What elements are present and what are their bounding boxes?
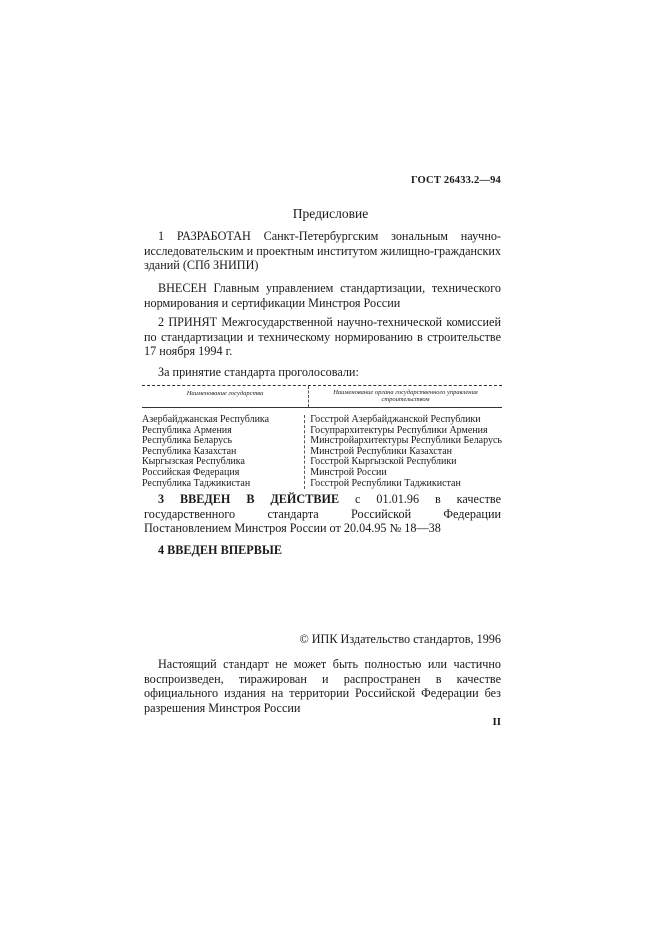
table-column-authorities	[305, 415, 502, 489]
table-cell-state: Азербайджанская Республика	[142, 414, 270, 425]
reproduction-notice-text: Настоящий стандарт не может быть полностью или частично воспроизведен, тиражирован и распространен в качестве официального издания на территории Российской Федерации без разрешения Минстроя России	[144, 657, 501, 715]
section-adopted-lead: 2 ПРИНЯТ	[158, 315, 218, 329]
table-cell-authority: Минстройархитектуры Республики Беларусь	[310, 435, 502, 447]
table-cell-state: Республика Беларусь	[142, 435, 233, 447]
table-header	[142, 386, 502, 408]
section-introduced-text: Главным управлением стандартизации, технического нормирования и сертификации Минстроя России	[144, 281, 501, 310]
table-column-states	[142, 415, 305, 489]
table-body	[142, 408, 502, 489]
section-introduced	[144, 281, 501, 310]
page-title: Предисловие	[292, 206, 369, 221]
section-adopted-text: Межгосударственной научно-технической комиссией по стандартизации и техническому нормированию в строительстве 17 ноября 1994 г.	[144, 315, 501, 359]
table-cell-state: Республика Армения	[142, 424, 232, 436]
section-developed-lead: 1 РАЗРАБОТАН	[158, 229, 251, 243]
section-effective-lead: 3 ВВЕДЕН В ДЕЙСТВИЕ	[158, 492, 340, 506]
table-cell-authority: Госстрой Азербайджанской Республики	[310, 414, 481, 425]
page-number: II	[492, 716, 501, 728]
table-cell-authority: Минстрой России	[310, 466, 387, 478]
section-effective	[144, 492, 501, 536]
table-cell-state: Российская Федерация	[142, 466, 240, 478]
vote-intro	[144, 365, 501, 380]
table-cell-authority: Госстрой Республики Таджикистан	[310, 477, 461, 489]
table-cell-state: Кыргызская Республика	[142, 456, 245, 468]
section-adopted	[144, 315, 501, 359]
voting-table	[142, 385, 502, 489]
section-first-introduced	[144, 543, 501, 558]
table-cell-authority: Госстрой Кыргызской Республики	[310, 456, 457, 468]
copyright-line: © ИПК Издательство стандартов, 1996	[299, 632, 501, 646]
table-cell-state: Республика Таджикистан	[142, 477, 251, 489]
table-cell-authority: Госупрархитектуры Республики Армения	[310, 424, 488, 436]
table-cell-authority: Минстрой Республики Казахстан	[310, 445, 453, 457]
section-effective-text: с 01.01.96 в качестве государственного стандарта Российской Федерации Постановлением Минстроя России от 20.04.95 № 18—38	[144, 492, 502, 536]
section-developed	[144, 229, 501, 273]
section-first-introduced-lead: 4 ВВЕДЕН ВПЕРВЫЕ	[158, 543, 282, 557]
vote-intro-text: За принятие стандарта проголосовали:	[158, 365, 359, 379]
reproduction-notice	[144, 657, 501, 715]
section-developed-text: Санкт-Петербургским зональным научно-исследовательским и проектным институтом жилищно-гражданских зданий (СПб ЗНИПИ)	[144, 229, 501, 273]
table-cell-state: Республика Казахстан	[142, 445, 237, 457]
table-header-state: Наименование государства	[142, 386, 309, 407]
standard-code: ГОСТ 26433.2—94	[410, 175, 501, 186]
section-introduced-lead: ВНЕСЕН	[158, 281, 207, 295]
table-header-authority: Наименование органа государственного управления строительством	[333, 389, 478, 403]
